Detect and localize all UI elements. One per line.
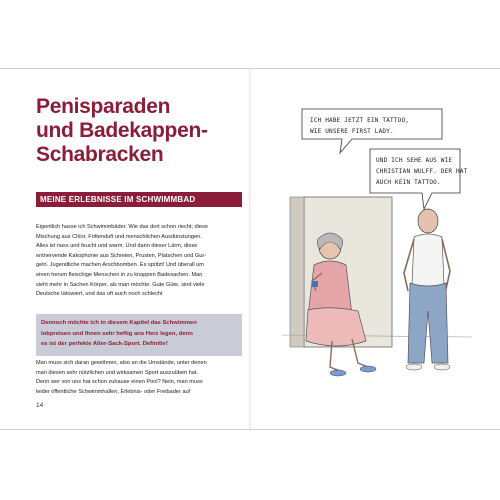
text-line: entnervende Kakophonie aus Schreien, Prusten, Platschen und Gur- <box>36 252 207 259</box>
callout-line: es ist der perfekte Alter-Sack-Sport. Definitiv! <box>41 341 168 347</box>
text-line: geln. Jugendliche machen Arschbomben. Es spritzt! Und überall um <box>36 262 204 269</box>
paragraph-continued <box>36 359 244 397</box>
bubble-man-line: UND ICH SEHE AUS WIE <box>376 157 453 164</box>
highlight-callout <box>36 314 242 356</box>
cartoon-illustration <box>282 105 472 405</box>
chapter-title-line: und Badekappen- <box>36 119 208 142</box>
chapter-title-line: Schabracken <box>36 143 164 166</box>
chapter-title <box>36 95 246 167</box>
chapter-title-line: Penisparaden <box>36 95 171 118</box>
callout-line: Dennoch möchte ich in diesem Kapitel das Schwimmen <box>41 320 197 326</box>
text-line: leider öffentliche Schwimmhallen, Erlebnis- oder Freibader auf <box>36 388 191 395</box>
text-line: Alles ist nass und feucht und warm. Und dann dieser Lärm, diese <box>36 243 198 250</box>
text-line: einen herum fleischige Menschen in zu knappen Badesachen. Man <box>36 271 203 278</box>
callout-line: lobpreisen und Ihnen sehr heftig ans Herz legen, denn <box>41 330 193 337</box>
door-frame <box>290 197 304 347</box>
man-figure <box>404 209 450 370</box>
bubble-man-line: CHRISTIAN WULFF. DER HAT <box>376 168 468 175</box>
bubble-man-line: AUCH KEIN TATTOO. <box>376 179 441 186</box>
text-line: Mischung aus Chlor, Frittenduft und menschlichen Ausdünstungen. <box>36 233 202 240</box>
book-spread <box>0 68 500 430</box>
section-heading: MEINE ERLEBNISSE IM SCHWIMMBAD <box>36 192 242 207</box>
text-line: man diesen sehr nützlichen und wirksamen Sport auszuüben hat. <box>36 369 199 376</box>
book-gutter <box>249 69 251 429</box>
paragraph-intro <box>36 223 244 300</box>
page-number: 14 <box>36 402 44 409</box>
tattoo-mark <box>312 281 318 287</box>
text-line: Denn wer von uns hat schon zuhause einen Pool? Nein, man muss <box>36 379 203 386</box>
bubble-woman-line: ICH HABE JETZT EIN TATTOO, <box>310 117 410 124</box>
text-line: sieht mehr in Sachen Körper, als man möchte. Gute Güte, sind viele <box>36 281 205 288</box>
bubble-woman-line: WIE UNSERE FIRST LADY. <box>310 128 394 135</box>
text-line: Eigentlich hasse ich Schwimmbäder. Wie das dort schon riecht; diese <box>36 224 208 230</box>
text-line: Man muss sich daran gewöhnen, also an die Umstände, unter denen <box>36 360 207 366</box>
text-line: Deutsche tätowiert, und das oft auch noch schlecht <box>36 291 163 298</box>
